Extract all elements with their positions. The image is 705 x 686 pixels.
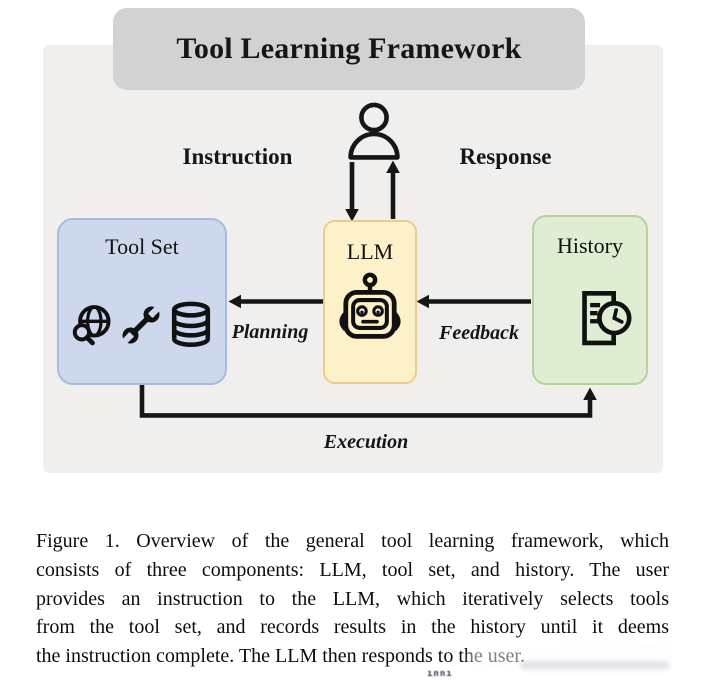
node-llm [323, 220, 417, 384]
figure-title-box [113, 8, 585, 90]
wrench-icon [120, 301, 162, 349]
caption-line: the instruction complete. The LLM then responds to the user. [36, 645, 525, 668]
caption-line: Figure 1. Overview of the general tool learning framework, which [36, 530, 669, 552]
node-toolset [57, 218, 227, 385]
history-clock-icon [574, 289, 636, 351]
toolset-label: Tool Set [105, 234, 179, 259]
execution-label: Execution [323, 431, 409, 453]
figure-title: Tool Learning Framework [176, 32, 522, 65]
caption-line: from the tool set, and records results in the history until it deems [36, 616, 669, 639]
database-icon [167, 299, 215, 351]
feedback-label: Feedback [439, 322, 519, 344]
history-label: History [557, 233, 623, 258]
instruction-label: Instruction [182, 144, 293, 169]
planning-label: Planning [231, 321, 309, 343]
robot-icon [337, 272, 403, 356]
blur-smudge [520, 661, 670, 670]
user-icon [348, 102, 400, 160]
node-history [532, 215, 648, 385]
web-search-icon [69, 300, 115, 350]
caption-line: provides an instruction to the LLM, which iteratively selects tools [36, 587, 669, 610]
watermark-artifact: ınnı [427, 669, 453, 679]
toolset-icons [59, 299, 225, 351]
caption-line: consists of three components: LLM, tool set, and history. The user [36, 558, 669, 581]
llm-label: LLM [346, 239, 394, 264]
response-label: Response [459, 144, 552, 169]
